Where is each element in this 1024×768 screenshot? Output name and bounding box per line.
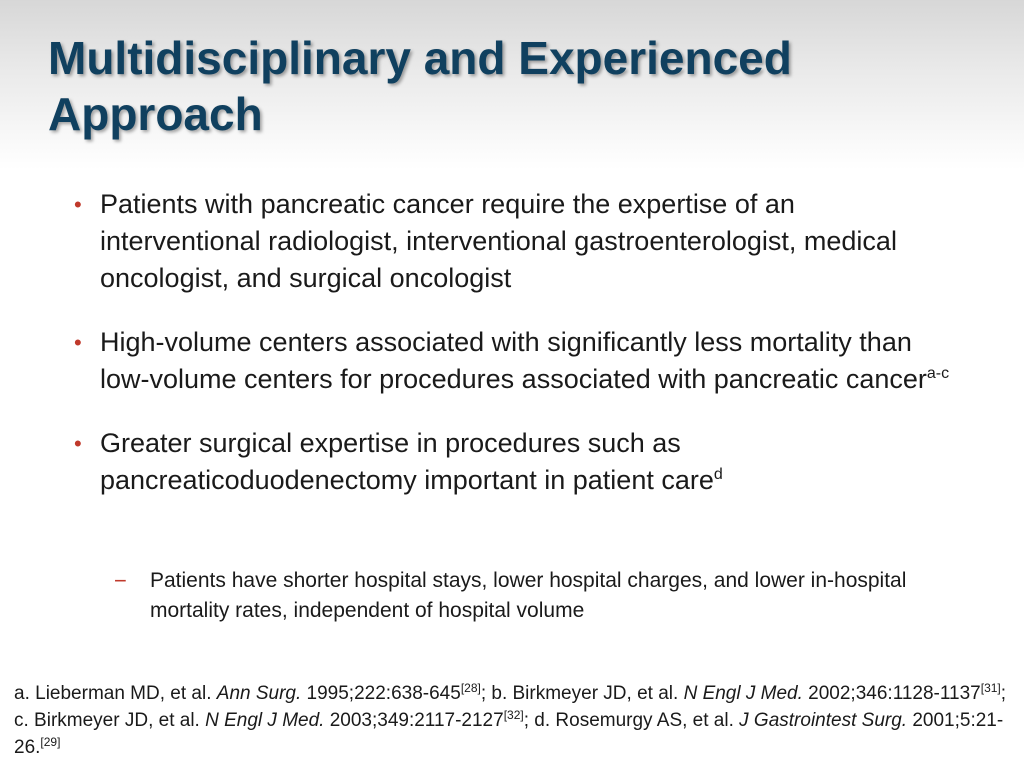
reference-a-prefix: a. Lieberman MD, et al. xyxy=(14,683,217,704)
slide-title-line-1: Multidisciplinary and Experienced xyxy=(48,32,792,84)
reference-d-journal: J Gastrointest Surg. xyxy=(739,710,908,731)
reference-c-citation: 2003;349:2117-2127 xyxy=(324,710,504,731)
bullet-item xyxy=(72,186,952,297)
reference-c-journal: N Engl J Med. xyxy=(205,710,325,731)
reference-b-number: [31] xyxy=(980,681,1001,695)
bullet-item xyxy=(72,425,952,499)
reference-a-number: [28] xyxy=(460,681,481,695)
reference-b-journal: N Engl J Med. xyxy=(683,683,803,704)
bullet-text: High-volume centers associated with significantly less mortality than low-volume centers for procedures associated with pancreatic cancer xyxy=(100,327,927,394)
bullet-icon: • xyxy=(74,330,82,355)
bullet-list xyxy=(72,186,952,526)
bullet-item xyxy=(72,324,952,398)
reference-a-citation: 1995;222:638-645 xyxy=(301,683,461,704)
bullet-text: Greater surgical expertise in procedures such as pancreaticoduodenectomy important in patient care xyxy=(100,428,714,495)
sub-bullet-text: Patients have shorter hospital stays, lower hospital charges, and lower in-hospital mortality rates, independent of hospital volume xyxy=(150,569,907,622)
slide-title xyxy=(48,30,988,142)
sub-bullet-item xyxy=(110,566,950,626)
reference-d-number: [29] xyxy=(40,735,61,749)
reference-d-citation: 2001;5:21-26. xyxy=(14,710,1004,758)
bullet-icon: • xyxy=(74,192,82,217)
reference-a-journal: Ann Surg. xyxy=(216,683,302,704)
dash-icon: − xyxy=(114,568,127,593)
bullet-superscript: d xyxy=(713,466,723,483)
references-footnote xyxy=(14,680,1010,761)
reference-c-prefix: ; c. Birkmeyer JD, et al. xyxy=(14,683,1007,731)
reference-d-prefix: ; d. Rosemurgy AS, et al. xyxy=(523,710,740,731)
bullet-text: Patients with pancreatic cancer require the expertise of an interventional radiologist, interventional gastroenterologist, medical oncologist, and surgical oncologist xyxy=(100,189,897,293)
bullet-icon: • xyxy=(74,431,82,456)
reference-c-number: [32] xyxy=(503,708,524,722)
bullet-superscript: a-c xyxy=(926,365,950,382)
reference-b-citation: 2002;346:1128-1137 xyxy=(802,683,981,704)
slide-title-line-2: Approach xyxy=(48,88,263,140)
reference-b-prefix: ; b. Birkmeyer JD, et al. xyxy=(480,683,684,704)
